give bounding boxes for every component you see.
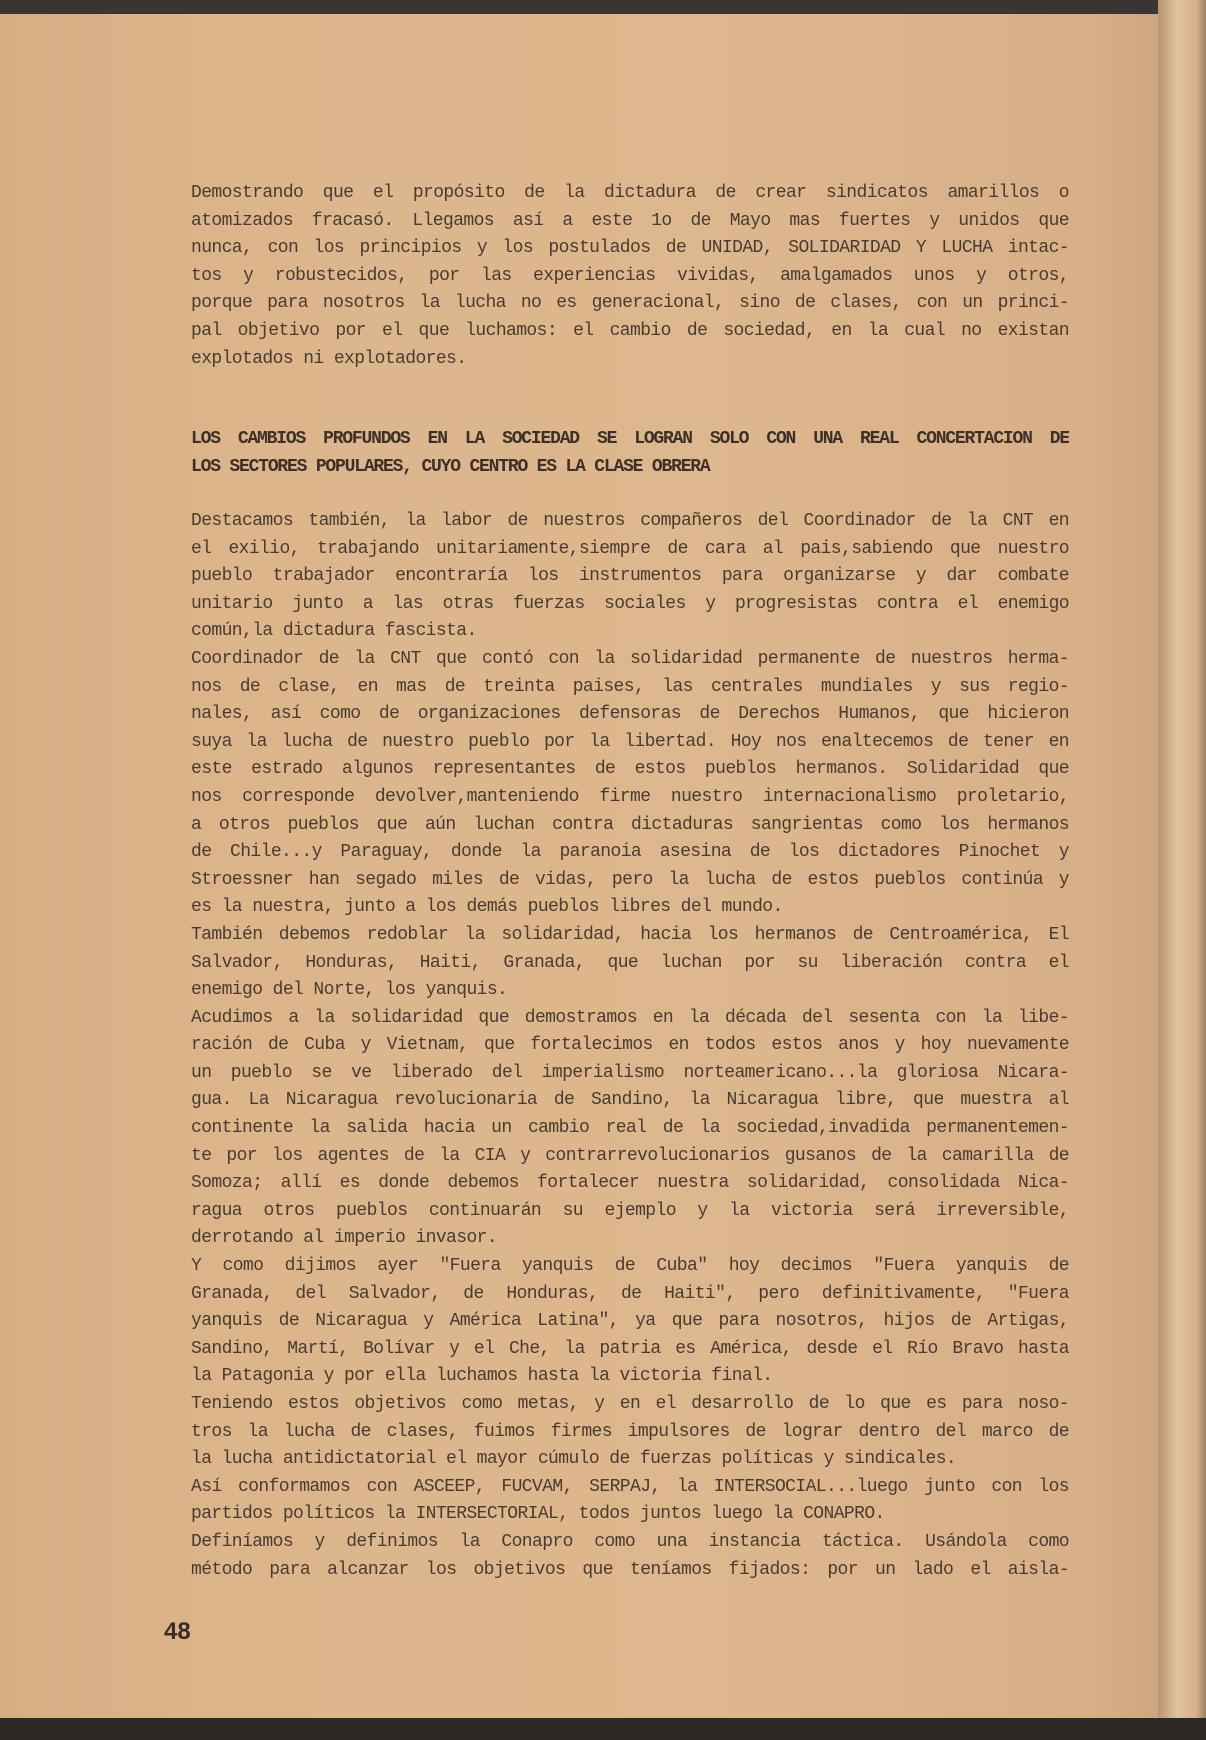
text-line: Teniendo estos objetivos como metas, y en el desarrollo de lo que es para noso- [191, 1394, 1069, 1414]
text-line: la Patagonia y por ella luchamos hasta la victoria final. [191, 1366, 773, 1387]
text-line: Demostrando que el propósito de la dictadura de crear sindicatos amarillos o [191, 183, 1069, 203]
text-line: LOS SECTORES POPULARES, CUYO CENTRO ES LA CLASE OBRERA [191, 456, 710, 477]
text-line: Coordinador de la CNT que contó con la solidaridad permanente de nuestros herma- [191, 648, 1069, 669]
paragraph [191, 508, 1069, 646]
text-line: es la nuestra, junto a los demás pueblos libres del mundo. [191, 897, 783, 918]
text-line: suya la lucha de nuestro pueblo por la libertad. Hoy nos enaltecemos de tener en [191, 731, 1069, 752]
text-line: común,la dictadura fascista. [191, 621, 477, 642]
text-line: a otros pueblos que aún luchan contra dictaduras sangrientas como los hermanos [191, 814, 1069, 835]
text-line: este estrado algunos representantes de estos pueblos hermanos. Solidaridad que [191, 759, 1069, 780]
text-line: tros la lucha de clases, fuimos firmes impulsores de lograr dentro del marco de [191, 1421, 1069, 1442]
text-line: Así conformamos con ASCEEP, FUCVAM, SERPAJ, la INTERSOCIAL...luego junto con los [191, 1476, 1069, 1497]
text-line: explotados ni explotadores. [191, 348, 467, 369]
text-line: Y como dijimos ayer "Fuera yanquis de Cuba" hoy decimos "Fuera yanquis de [191, 1256, 1069, 1277]
paragraph [191, 1253, 1069, 1391]
text-line: Sandino, Martí, Bolívar y el Che, la patria es América, desde el Río Bravo hasta [191, 1338, 1069, 1359]
text-line: atomizados fracasó. Llegamos así a este 1o de Mayo mas fuertes y unidos que [191, 210, 1069, 231]
paragraph [191, 922, 1069, 1005]
paragraph [191, 426, 1069, 481]
text-line: Somoza; allí es donde debemos fortalecer nuestra solidaridad, consolidada Nica- [191, 1173, 1069, 1194]
text-line: te por los agentes de la CIA y contrarrevolucionarios gusanos de la camarilla de [191, 1145, 1069, 1166]
paragraph [191, 1005, 1069, 1253]
text-line: gua. La Nicaragua revolucionaria de Sandino, la Nicaragua libre, que muestra al [191, 1090, 1069, 1111]
text-line: enemigo del Norte, los yanquis. [191, 980, 508, 1001]
paragraph [191, 1391, 1069, 1474]
text-line: método para alcanzar los objetivos que teníamos fijados: por un lado el aisla- [191, 1559, 1069, 1580]
text-line: ragua otros pueblos continuarán su ejemplo y la victoria será irreversible, [191, 1200, 1069, 1221]
text-line: También debemos redoblar la solidaridad, hacia los hermanos de Centroamérica, El [191, 924, 1069, 945]
text-line: el exilio, trabajando unitariamente,siempre de cara al pais,sabiendo que nuestro [191, 538, 1069, 559]
text-line: tos y robustecidos, por las experiencias vividas, amalgamados unos y otros, [191, 265, 1069, 286]
page-number: 48 [164, 1618, 191, 1645]
text-line: Destacamos también, la labor de nuestros compañeros del Coordinador de la CNT en [191, 511, 1069, 531]
text-line: un pueblo se ve liberado del imperialismo norteamericano...la gloriosa Nicara- [191, 1062, 1069, 1083]
text-line: de Chile...y Paraguay, donde la paranoia asesina de los dictadores Pinochet y [191, 842, 1069, 863]
text-line: porque para nosotros la lucha no es generacional, sino de clases, con un princi- [191, 293, 1069, 314]
text-line: partidos políticos la INTERSECTORIAL, todos juntos luego la CONAPRO. [191, 1504, 885, 1525]
text-line: nos de clase, en mas de treinta paises, las centrales mundiales y sus regio- [191, 676, 1069, 697]
text-line: unitario junto a las otras fuerzas sociales y progresistas contra el enemigo [191, 593, 1069, 614]
text-line: pal objetivo por el que luchamos: el cambio de sociedad, en la cual no existan [191, 320, 1069, 341]
text-line: yanquis de Nicaragua y América Latina", ya que para nosotros, hijos de Artigas, [191, 1311, 1069, 1332]
text-line: Stroessner han segado miles de vidas, pero la lucha de estos pueblos continúa y [191, 869, 1069, 890]
text-line: Acudimos a la solidaridad que demostramos en la década del sesenta con la libe- [191, 1007, 1069, 1028]
paragraph [191, 1529, 1069, 1584]
text-line: LOS CAMBIOS PROFUNDOS EN LA SOCIEDAD SE LOGRAN SOLO CON UNA REAL CONCERTACION DE [191, 429, 1069, 449]
section-heading [191, 426, 1069, 481]
paragraph [191, 646, 1069, 922]
text-line: derrotando al imperio invasor. [191, 1228, 498, 1249]
text-line: ración de Cuba y Vietnam, que fortalecimos en todos estos anos y hoy nuevamente [191, 1035, 1069, 1056]
text-line: continente la salida hacia un cambio real de la sociedad,invadida permanentemen- [191, 1118, 1069, 1139]
paragraph [191, 1474, 1069, 1529]
text-line: la lucha antidictatorial el mayor cúmulo de fuerzas políticas y sindicales. [191, 1449, 957, 1470]
body-text [191, 508, 1069, 1584]
text-line: pueblo trabajador encontraría los instrumentos para organizarse y dar combate [191, 566, 1069, 587]
text-line: nales, así como de organizaciones defensoras de Derechos Humanos, que hicieron [191, 704, 1069, 725]
text-line: Definíamos y definimos la Conapro como una instancia táctica. Usándola como [191, 1531, 1069, 1552]
paragraph [191, 180, 1069, 373]
page-gutter [1158, 0, 1206, 1740]
text-line: Salvador, Honduras, Haiti, Granada, que luchan por su liberación contra el [191, 952, 1069, 973]
text-line: nos corresponde devolver,manteniendo firme nuestro internacionalismo proletario, [191, 786, 1069, 807]
text-line: nunca, con los principios y los postulados de UNIDAD, SOLIDARIDAD Y LUCHA intac- [191, 238, 1069, 259]
intro-paragraph [191, 180, 1069, 373]
text-line: Granada, del Salvador, de Honduras, de Haiti", pero definitivamente, "Fuera [191, 1283, 1069, 1304]
scan-bottom-border [0, 1718, 1206, 1740]
